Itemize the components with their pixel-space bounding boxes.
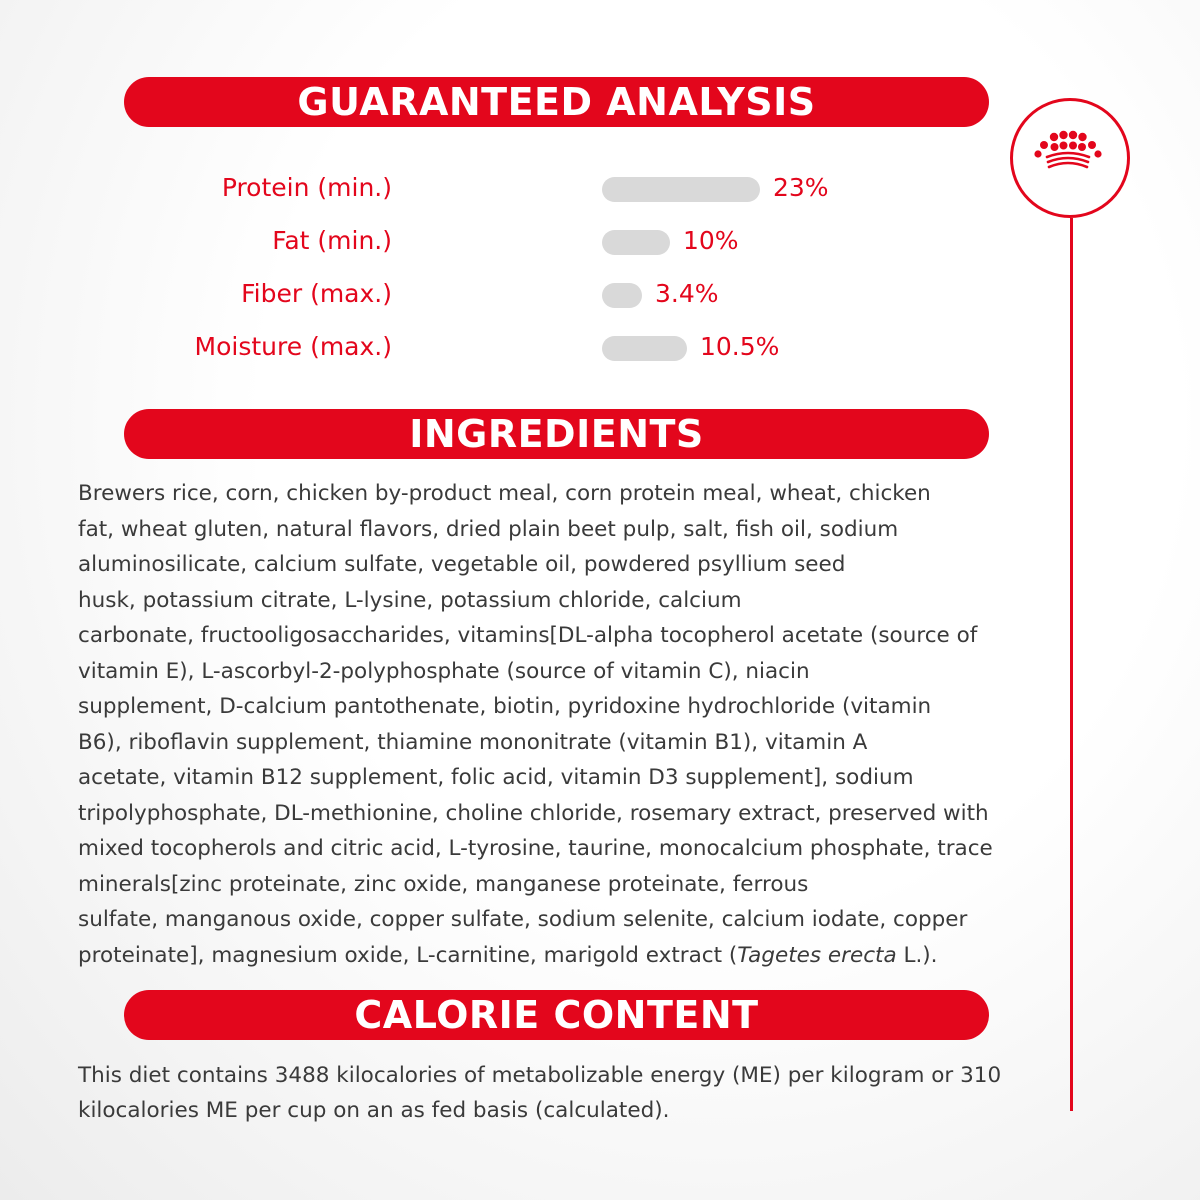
ingredients-line: carbonate, fructooligosaccharides, vitamins[DL-alpha tocopherol acetate (source of	[78, 623, 978, 648]
calorie-content-header	[124, 990, 989, 1040]
ingredients-title: INGREDIENTS	[409, 412, 704, 456]
ingredients-line: sulfate, manganous oxide, copper sulfate, sodium selenite, calcium iodate, copper	[78, 907, 968, 932]
analysis-value: 10.5%	[700, 332, 780, 361]
analysis-bar	[602, 177, 760, 202]
analysis-bar	[602, 336, 687, 361]
ingredients-line: mixed tocopherols and citric acid, L-tyrosine, taurine, monocalcium phosphate, trace	[78, 836, 993, 861]
ingredients-text	[78, 476, 1023, 973]
ingredients-last-before: proteinate], magnesium oxide, L-carnitine, marigold extract (	[78, 942, 738, 968]
ingredients-line: husk, potassium citrate, L-lysine, potassium chloride, calcium	[78, 587, 742, 613]
analysis-value: 3.4%	[655, 279, 719, 308]
ingredients-line: tripolyphosphate, DL-methionine, choline chloride, rosemary extract, preserved with	[78, 800, 989, 826]
ingredients-line: minerals[zinc proteinate, zinc oxide, manganese proteinate, ferrous	[78, 871, 809, 897]
ingredients-last-line	[78, 938, 1023, 974]
ingredients-line: supplement, D-calcium pantothenate, biotin, pyridoxine hydrochloride (vitamin	[78, 694, 932, 719]
analysis-bar	[602, 230, 670, 255]
analysis-label: Protein (min.)	[221, 173, 392, 202]
calorie-line: kilocalories ME per cup on an as fed basis (calculated).	[78, 1098, 670, 1123]
guaranteed-analysis-title: GUARANTEED ANALYSIS	[297, 80, 816, 124]
logo-vertical-line	[1070, 218, 1073, 1111]
ingredients-line: acetate, vitamin B12 supplement, folic acid, vitamin D3 supplement], sodium	[78, 765, 914, 790]
ingredients-latin-name: Tagetes erecta	[737, 942, 897, 968]
ingredients-last-after: L.).	[896, 942, 938, 968]
calorie-content-title: CALORIE CONTENT	[354, 993, 759, 1037]
ingredients-line: B6), riboflavin supplement, thiamine mononitrate (vitamin B1), vitamin A	[78, 729, 868, 755]
analysis-row	[0, 168, 1000, 208]
guaranteed-analysis-header	[124, 77, 989, 127]
brand-logo	[1010, 98, 1130, 218]
ingredients-line: aluminosilicate, calcium sulfate, vegetable oil, powdered psyllium seed	[78, 552, 846, 577]
calorie-line: This diet contains 3488 kilocalories of metabolizable energy (ME) per kilogram or 310	[78, 1063, 1002, 1088]
analysis-row	[0, 221, 1000, 261]
ingredients-line: fat, wheat gluten, natural flavors, dried plain beet pulp, salt, fish oil, sodium	[78, 516, 899, 542]
analysis-value: 23%	[773, 173, 829, 202]
analysis-bar	[602, 283, 642, 308]
ingredients-line: Brewers rice, corn, chicken by-product meal, corn protein meal, wheat, chicken	[78, 481, 931, 506]
analysis-label: Fiber (max.)	[241, 279, 392, 308]
analysis-value: 10%	[683, 226, 739, 255]
calorie-text	[78, 1058, 1023, 1128]
analysis-row	[0, 274, 1000, 314]
analysis-label: Moisture (max.)	[194, 332, 392, 361]
analysis-row	[0, 327, 1000, 367]
crown-icon	[1030, 123, 1112, 183]
ingredients-header	[124, 409, 989, 459]
ingredients-line: vitamin E), L-ascorbyl-2-polyphosphate (source of vitamin C), niacin	[78, 658, 810, 684]
analysis-label: Fat (min.)	[272, 226, 392, 255]
